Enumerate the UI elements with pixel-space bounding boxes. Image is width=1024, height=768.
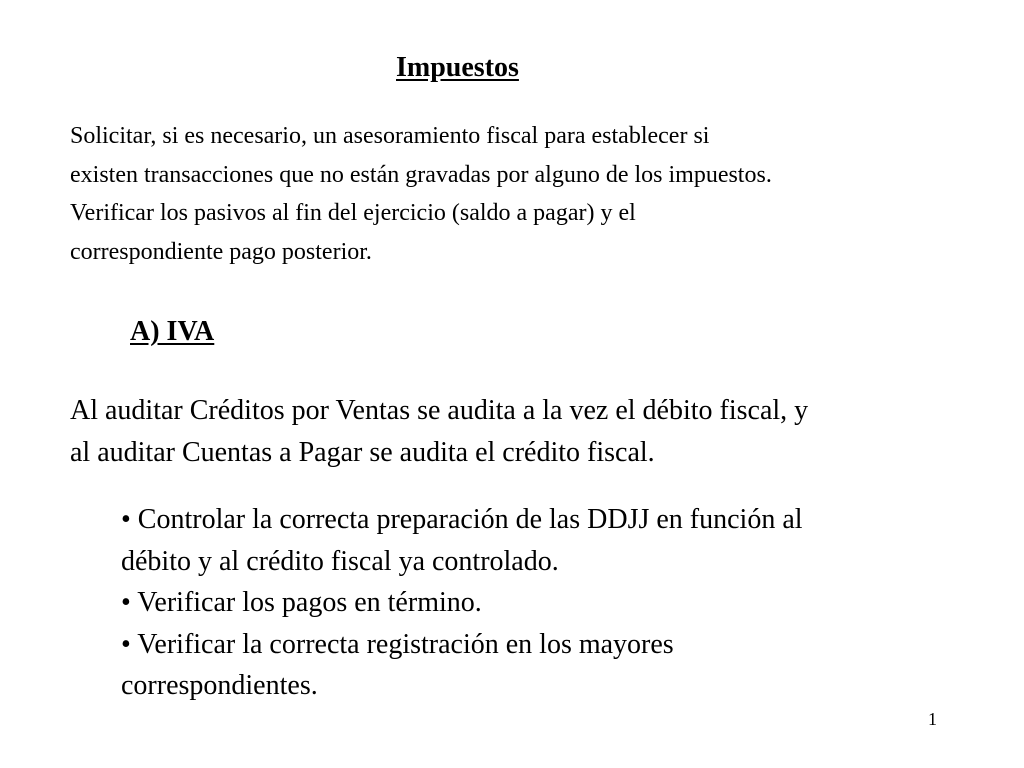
intro-line: Verificar los pasivos al fin del ejercicio (saldo a pagar) y el — [70, 200, 636, 226]
bullet-line: débito y al crédito fiscal ya controlado. — [121, 545, 559, 577]
intro-line: correspondiente pago posterior. — [70, 238, 372, 265]
bullet-item-ddjj — [121, 499, 1011, 582]
bullet-line: • Controlar la correcta preparación de las DDJJ en función al — [121, 504, 803, 535]
slide-title: Impuestos — [396, 52, 519, 83]
iva-line: al auditar Cuentas a Pagar se audita el crédito fiscal. — [70, 437, 655, 468]
bullet-line: • Verificar la correcta registración en los mayores — [121, 628, 674, 660]
iva-line: Al auditar Créditos por Ventas se audita a la vez el débito fiscal, y — [70, 395, 809, 426]
bullet-item-pagos — [121, 582, 1011, 624]
section-heading-iva: A) IVA — [130, 316, 215, 347]
page-number: 1 — [928, 709, 937, 729]
bullet-item-registracion — [121, 624, 1011, 707]
bullet-list — [121, 499, 1011, 707]
bullet-line: • Verificar los pagos en término. — [121, 587, 482, 618]
intro-line: Solicitar, si es necesario, un asesoramiento fiscal para establecer si — [70, 123, 710, 149]
iva-paragraph — [70, 390, 1010, 474]
intro-paragraph — [70, 117, 1020, 271]
bullet-line: correspondientes. — [121, 670, 318, 701]
intro-line: existen transacciones que no están gravadas por alguno de los impuestos. — [70, 161, 772, 188]
